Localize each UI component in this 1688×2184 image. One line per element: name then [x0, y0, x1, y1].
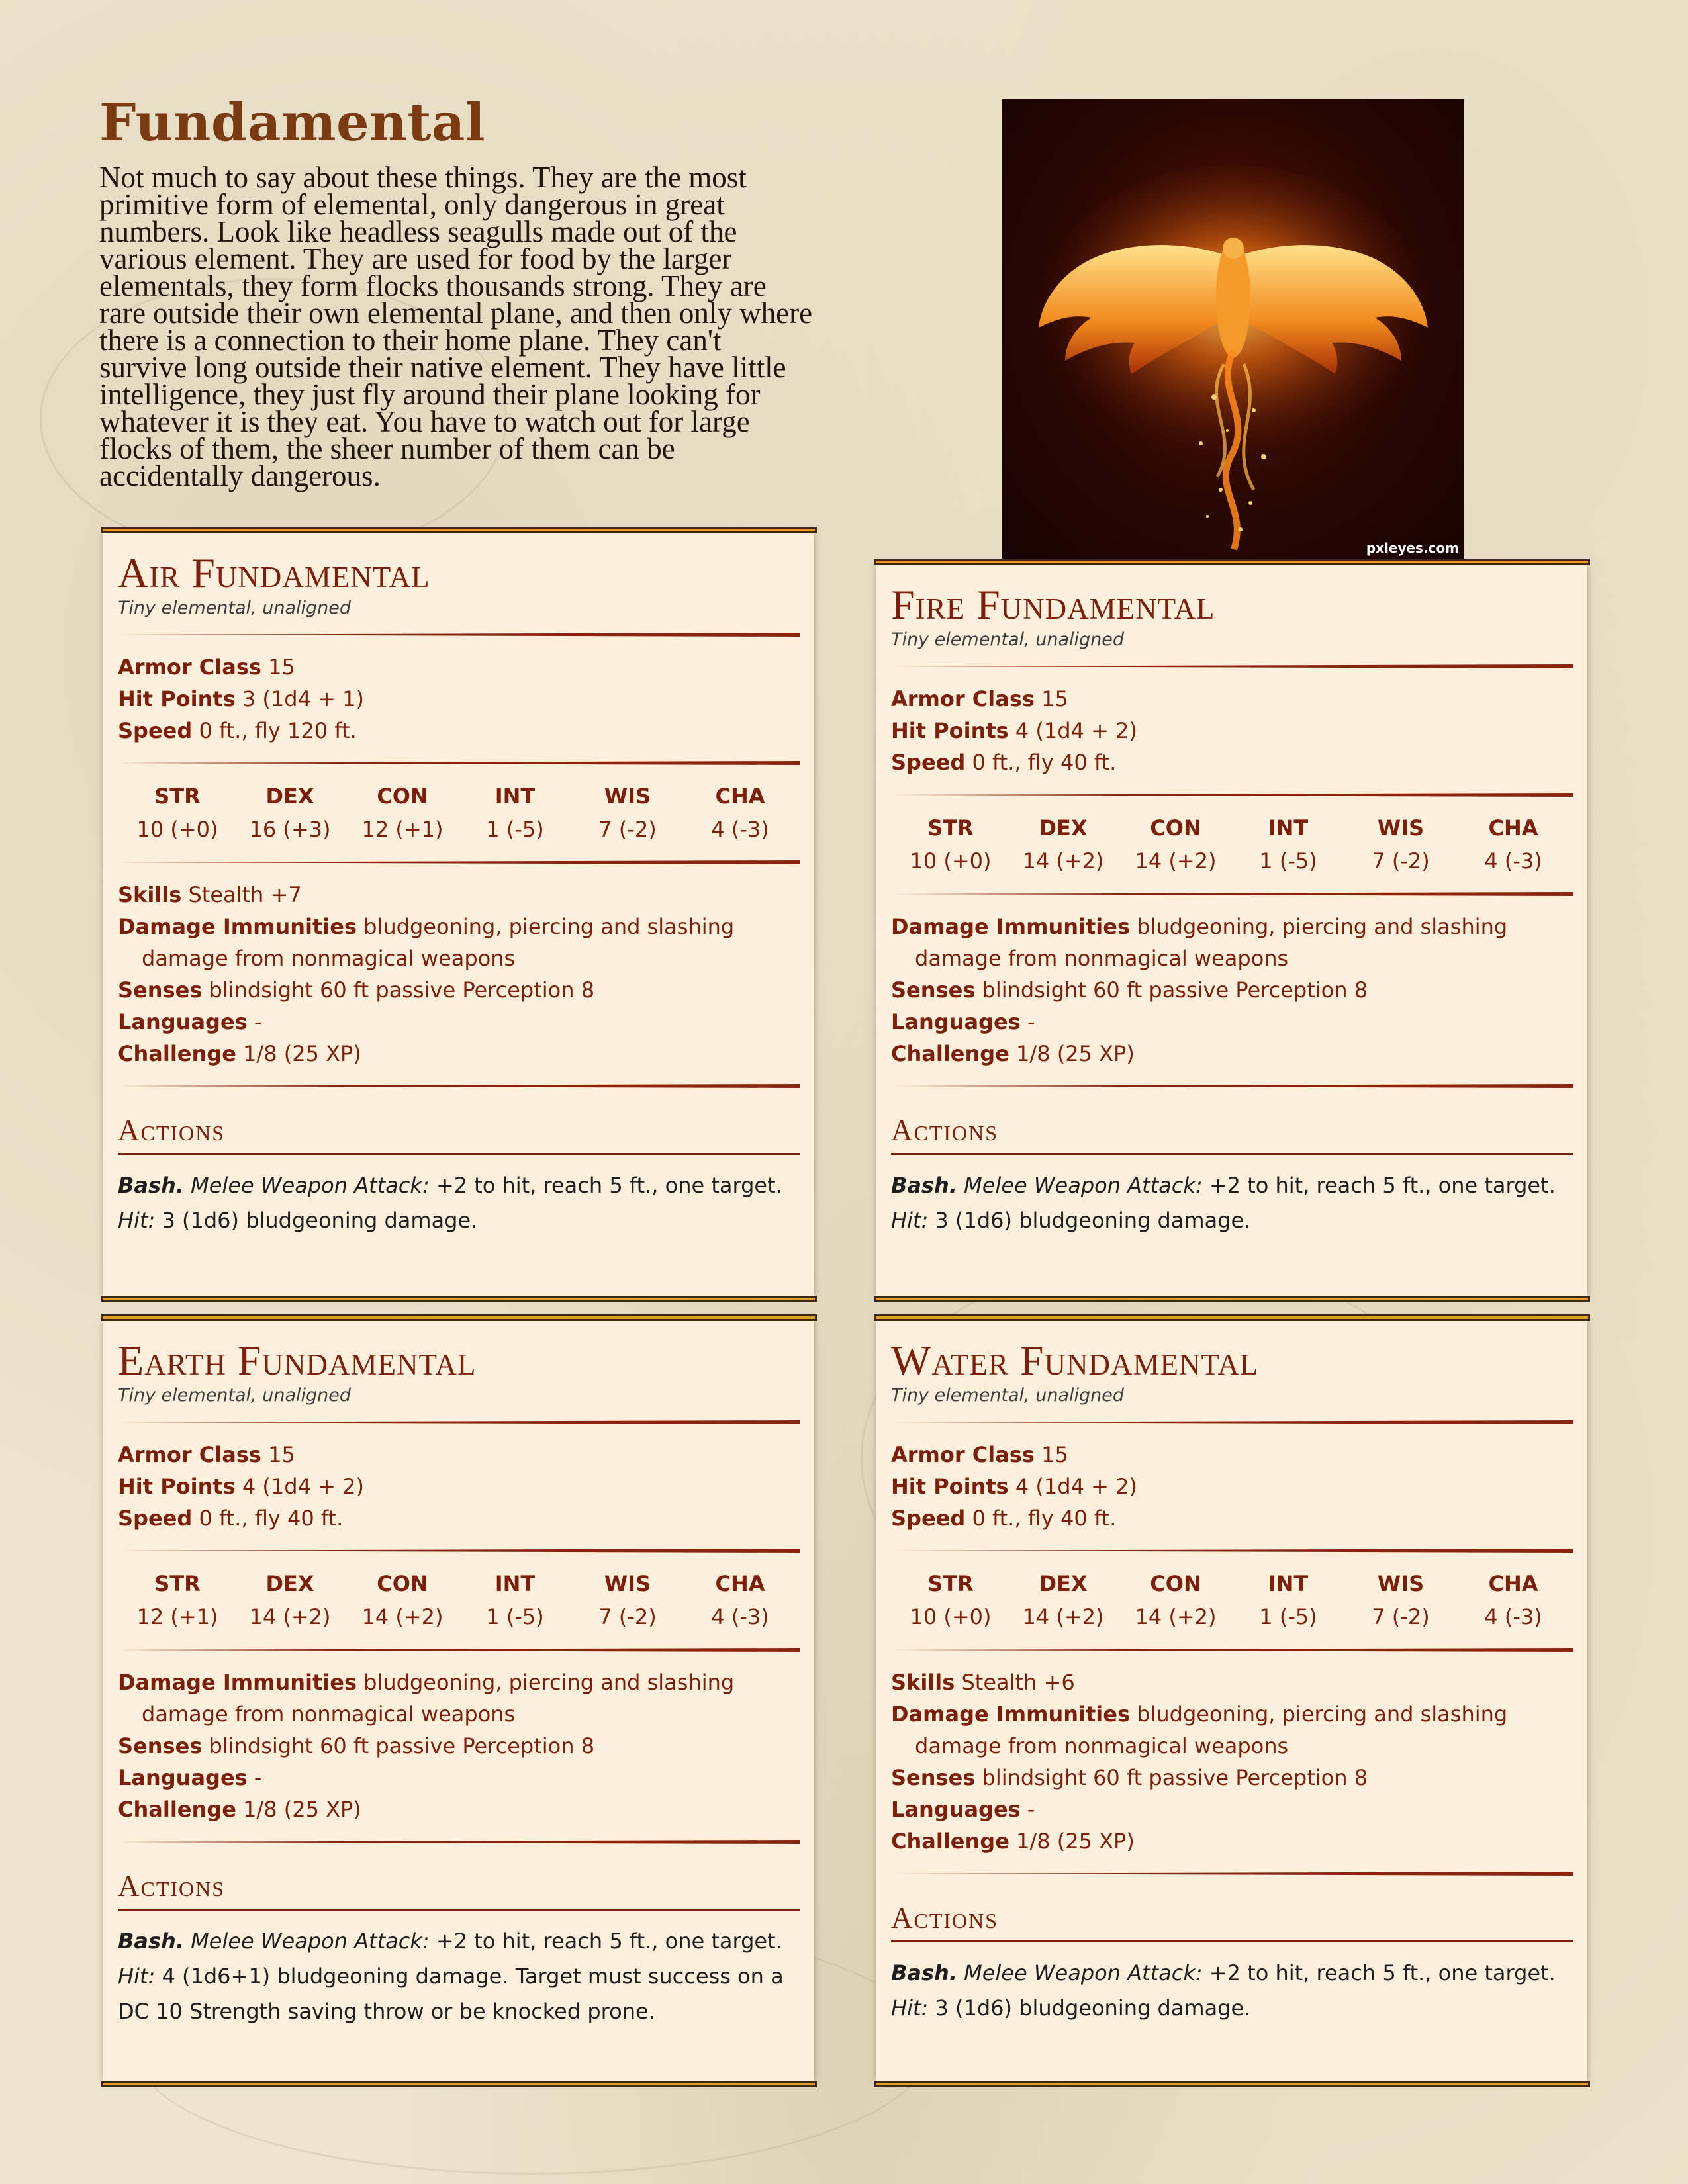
speed-label: Speed: [118, 1506, 193, 1531]
challenge-label: Challenge: [118, 1041, 236, 1066]
speed-label: Speed: [891, 750, 966, 775]
dex-label: DEX: [265, 1571, 314, 1596]
monster-name: Fire Fundamental: [891, 581, 1215, 628]
skills-value: Stealth +7: [188, 882, 302, 907]
stat-block-bottom-bar: [101, 1296, 817, 1302]
hit-points-label: Hit Points: [891, 718, 1009, 743]
immunities-label: Damage Immunities: [118, 1670, 357, 1695]
action-damage: 3 (1d6) bludgeoning damage.: [935, 1995, 1251, 2021]
challenge-value: 1/8 (25 XP): [1016, 1041, 1135, 1066]
action-hit-label: Hit:: [891, 1208, 929, 1233]
monster-type: Tiny elemental, unaligned: [118, 1385, 351, 1406]
speed-value: 0 ft., fly 40 ft.: [972, 1506, 1117, 1531]
senses-label: Senses: [891, 978, 976, 1003]
dex-value: 14 (+2): [1022, 1604, 1104, 1629]
cha-value: 4 (-3): [711, 1604, 769, 1629]
senses-value: blindsight 60 ft passive Perception 8: [982, 1765, 1368, 1790]
immunities-value: bludgeoning, piercing and slashing damage from nonmagical weapons: [915, 1702, 1508, 1758]
cha-value: 4 (-3): [1484, 1604, 1542, 1629]
cha-label: CHA: [1488, 815, 1538, 841]
wis-label: WIS: [1377, 815, 1425, 841]
stat-block-water: [876, 1320, 1587, 2081]
str-value: 10 (+0): [910, 848, 992, 874]
str-value: 10 (+0): [910, 1604, 992, 1629]
senses-value: blindsight 60 ft passive Perception 8: [982, 978, 1368, 1003]
ability-scores: [118, 1567, 800, 1633]
languages-value: -: [254, 1765, 262, 1790]
stat-block-bottom-bar: [874, 2081, 1590, 2087]
dex-label: DEX: [1039, 1571, 1088, 1596]
immunities-label: Damage Immunities: [118, 914, 357, 939]
armor-class-value: 15: [268, 655, 295, 680]
intro-paragraph: Not much to say about these things. They are the most primitive form of elemental, only dangerous in great numbers. Look like headless seagulls made out of the various element. They are used for food by the larger elementals, they form flocks thousands strong. They are rare outside their own elemental plane, and then only where there is a connection to their home plane. They can't survive long outside their native element. They have little intelligence, they just fly around their plane looking for whatever it is they eat. You have to watch out for large flocks of them, the sheer number of them can be accidentally dangerous.: [99, 161, 813, 492]
monster-name: Earth Fundamental: [118, 1337, 477, 1384]
senses-label: Senses: [891, 1765, 976, 1790]
action-damage: 3 (1d6) bludgeoning damage.: [935, 1208, 1251, 1233]
speed-value: 0 ft., fly 40 ft.: [199, 1506, 344, 1531]
action-bash: [891, 1956, 1573, 2026]
languages-label: Languages: [891, 1797, 1021, 1822]
monster-name: Air Fundamental: [118, 549, 430, 596]
action-bash: [118, 1168, 800, 1238]
immunities-label: Damage Immunities: [891, 914, 1130, 939]
challenge-value: 1/8 (25 XP): [243, 1797, 361, 1822]
actions-heading: Actions: [118, 1869, 800, 1911]
divider: [118, 1840, 800, 1844]
languages-value: -: [254, 1009, 262, 1034]
str-value: 12 (+1): [136, 1604, 218, 1629]
divider: [891, 892, 1573, 896]
dex-value: 16 (+3): [249, 817, 331, 842]
int-value: 1 (-5): [1259, 1604, 1317, 1629]
languages-label: Languages: [891, 1009, 1021, 1034]
divider: [891, 793, 1573, 797]
senses-label: Senses: [118, 1733, 203, 1758]
con-value: 14 (+2): [361, 1604, 444, 1629]
armor-class-value: 15: [1041, 1442, 1068, 1467]
stat-block-fire: [876, 565, 1587, 1297]
divider: [891, 664, 1573, 668]
action-attack-type: Melee Weapon Attack:: [964, 1173, 1203, 1198]
action-attack: +2 to hit, reach 5 ft., one target.: [1209, 1173, 1556, 1198]
armor-class-label: Armor Class: [118, 655, 261, 680]
action-attack-type: Melee Weapon Attack:: [191, 1173, 430, 1198]
hit-points-label: Hit Points: [891, 1474, 1009, 1499]
stat-block-bottom-bar: [101, 2081, 817, 2087]
str-label: STR: [927, 1571, 974, 1596]
monster-type: Tiny elemental, unaligned: [118, 598, 351, 618]
stat-block-air: [103, 533, 814, 1297]
monster-type: Tiny elemental, unaligned: [891, 629, 1124, 650]
hit-points-value: 4 (1d4 + 2): [1015, 1474, 1137, 1499]
immunities-value: bludgeoning, piercing and slashing damage from nonmagical weapons: [142, 1670, 735, 1727]
armor-class-label: Armor Class: [891, 686, 1035, 711]
int-label: INT: [494, 1571, 536, 1596]
str-label: STR: [154, 1571, 201, 1596]
action-bash: [118, 1924, 800, 2029]
image-credit: pxleyes.com: [1366, 540, 1459, 556]
speed-value: 0 ft., fly 40 ft.: [972, 750, 1117, 775]
dex-label: DEX: [1039, 815, 1088, 841]
divider: [118, 633, 800, 637]
action-attack-type: Melee Weapon Attack:: [964, 1960, 1203, 1985]
con-value: 14 (+2): [1135, 848, 1217, 874]
action-name: Bash.: [118, 1929, 184, 1954]
action-attack-type: Melee Weapon Attack:: [191, 1929, 430, 1954]
senses-value: blindsight 60 ft passive Perception 8: [209, 978, 595, 1003]
wis-value: 7 (-2): [598, 817, 657, 842]
monster-type: Tiny elemental, unaligned: [891, 1385, 1124, 1406]
int-label: INT: [1268, 1571, 1309, 1596]
action-name: Bash.: [891, 1960, 957, 1985]
languages-value: -: [1027, 1009, 1035, 1034]
str-value: 10 (+0): [136, 817, 218, 842]
action-attack: +2 to hit, reach 5 ft., one target.: [436, 1173, 782, 1198]
wis-label: WIS: [1377, 1571, 1425, 1596]
phoenix-image: [1002, 99, 1464, 559]
cha-label: CHA: [1488, 1571, 1538, 1596]
hit-points-label: Hit Points: [118, 1474, 236, 1499]
dex-label: DEX: [265, 784, 314, 809]
int-value: 1 (-5): [1259, 848, 1317, 874]
skills-value: Stealth +6: [961, 1670, 1075, 1695]
action-damage: 3 (1d6) bludgeoning damage.: [162, 1208, 478, 1233]
wis-label: WIS: [604, 1571, 651, 1596]
action-hit-label: Hit:: [118, 1964, 156, 1989]
con-label: CON: [1150, 815, 1201, 841]
challenge-value: 1/8 (25 XP): [243, 1041, 361, 1066]
action-attack: +2 to hit, reach 5 ft., one target.: [1209, 1960, 1556, 1985]
divider: [891, 1648, 1573, 1652]
page-title: Fundamental: [99, 93, 486, 153]
ability-scores: [891, 811, 1573, 878]
action-attack: +2 to hit, reach 5 ft., one target.: [436, 1929, 782, 1954]
cha-value: 4 (-3): [1484, 848, 1542, 874]
int-value: 1 (-5): [486, 1604, 544, 1629]
hit-points-label: Hit Points: [118, 686, 236, 711]
cha-value: 4 (-3): [711, 817, 769, 842]
divider: [118, 1084, 800, 1088]
immunities-value: bludgeoning, piercing and slashing damage from nonmagical weapons: [142, 914, 735, 971]
speed-value: 0 ft., fly 120 ft.: [199, 718, 357, 743]
phoenix-icon: [1002, 99, 1464, 559]
wis-value: 7 (-2): [1372, 1604, 1430, 1629]
languages-label: Languages: [118, 1765, 248, 1790]
immunities-label: Damage Immunities: [891, 1702, 1130, 1727]
stat-block-earth: [103, 1320, 814, 2081]
dex-value: 14 (+2): [249, 1604, 331, 1629]
str-label: STR: [154, 784, 201, 809]
action-hit-label: Hit:: [891, 1995, 929, 2021]
hit-points-value: 3 (1d4 + 1): [242, 686, 364, 711]
senses-label: Senses: [118, 978, 203, 1003]
divider: [118, 761, 800, 765]
actions-heading: Actions: [118, 1113, 800, 1155]
armor-class-label: Armor Class: [891, 1442, 1035, 1467]
int-value: 1 (-5): [486, 817, 544, 842]
cha-label: CHA: [715, 784, 765, 809]
monster-name: Water Fundamental: [891, 1337, 1259, 1384]
int-label: INT: [1268, 815, 1309, 841]
action-damage: 4 (1d6+1) bludgeoning damage. Target must success on a DC 10 Strength saving throw or be knocked prone.: [118, 1964, 784, 2024]
divider: [118, 1420, 800, 1424]
int-label: INT: [494, 784, 536, 809]
speed-label: Speed: [118, 718, 193, 743]
challenge-label: Challenge: [891, 1041, 1009, 1066]
con-label: CON: [1150, 1571, 1201, 1596]
hit-points-value: 4 (1d4 + 2): [242, 1474, 364, 1499]
ability-scores: [118, 780, 800, 846]
stat-block-bottom-bar: [874, 1296, 1590, 1302]
challenge-label: Challenge: [118, 1797, 236, 1822]
str-label: STR: [927, 815, 974, 841]
divider: [891, 1872, 1573, 1876]
ability-scores: [891, 1567, 1573, 1633]
languages-label: Languages: [118, 1009, 248, 1034]
armor-class-value: 15: [1041, 686, 1068, 711]
wis-value: 7 (-2): [1372, 848, 1430, 874]
challenge-value: 1/8 (25 XP): [1016, 1829, 1135, 1854]
divider: [118, 860, 800, 864]
con-value: 14 (+2): [1135, 1604, 1217, 1629]
action-name: Bash.: [118, 1173, 184, 1198]
divider: [118, 1648, 800, 1652]
divider: [118, 1549, 800, 1553]
languages-value: -: [1027, 1797, 1035, 1822]
wis-value: 7 (-2): [598, 1604, 657, 1629]
action-hit-label: Hit:: [118, 1208, 156, 1233]
con-value: 12 (+1): [361, 817, 444, 842]
immunities-value: bludgeoning, piercing and slashing damage from nonmagical weapons: [915, 914, 1508, 971]
action-name: Bash.: [891, 1173, 957, 1198]
divider: [891, 1549, 1573, 1553]
hit-points-value: 4 (1d4 + 2): [1015, 718, 1137, 743]
divider: [891, 1084, 1573, 1088]
con-label: CON: [377, 784, 428, 809]
wis-label: WIS: [604, 784, 651, 809]
action-bash: [891, 1168, 1573, 1238]
skills-label: Skills: [118, 882, 182, 907]
divider: [891, 1420, 1573, 1424]
armor-class-label: Armor Class: [118, 1442, 261, 1467]
challenge-label: Challenge: [891, 1829, 1009, 1854]
actions-heading: Actions: [891, 1113, 1573, 1155]
actions-heading: Actions: [891, 1901, 1573, 1942]
dex-value: 14 (+2): [1022, 848, 1104, 874]
armor-class-value: 15: [268, 1442, 295, 1467]
senses-value: blindsight 60 ft passive Perception 8: [209, 1733, 595, 1758]
cha-label: CHA: [715, 1571, 765, 1596]
skills-label: Skills: [891, 1670, 955, 1695]
con-label: CON: [377, 1571, 428, 1596]
speed-label: Speed: [891, 1506, 966, 1531]
